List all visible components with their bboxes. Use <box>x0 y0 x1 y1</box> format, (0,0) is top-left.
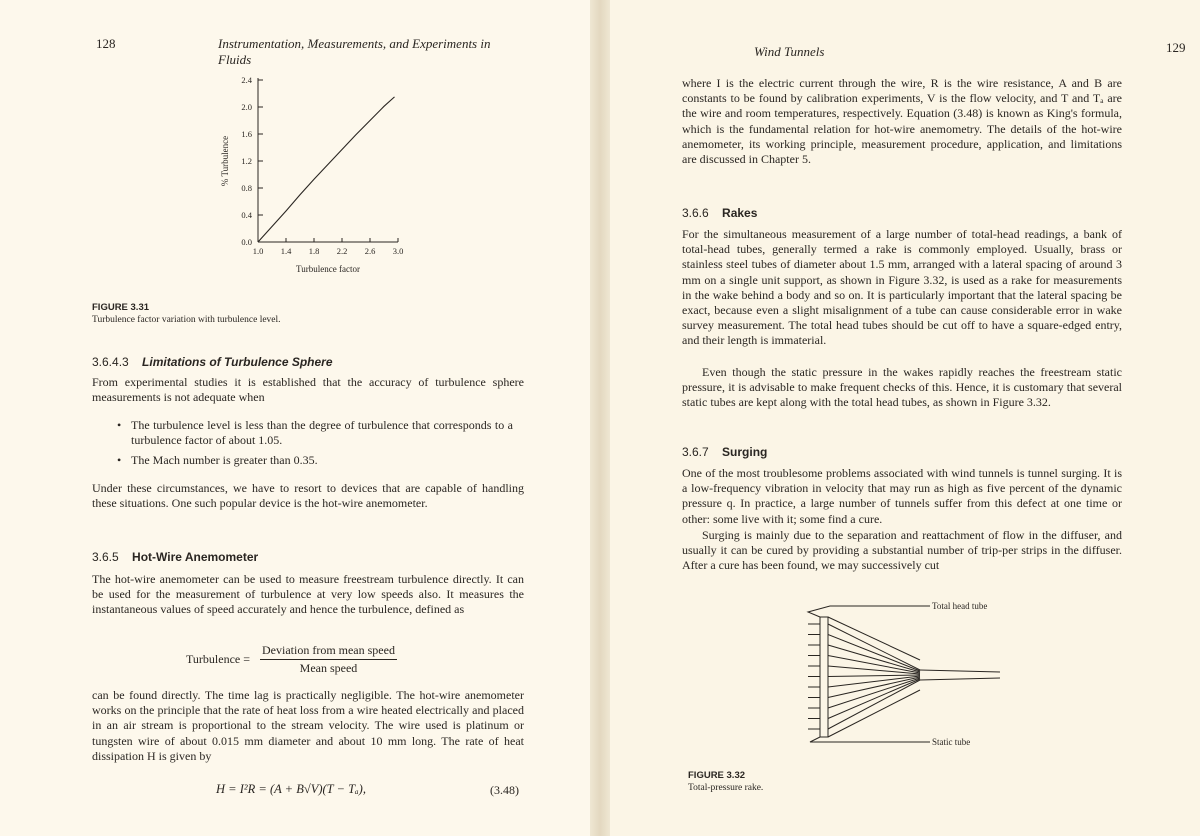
rake-frame-top <box>828 617 920 660</box>
bullet-list <box>115 418 513 474</box>
left-page <box>0 0 590 836</box>
rake-frame-bottom <box>828 690 920 737</box>
equation-fraction <box>260 643 397 676</box>
x-tick-label: 1.4 <box>280 246 292 256</box>
figure-3-32-caption <box>688 770 988 794</box>
section-title: Limitations of Turbulence Sphere <box>142 355 333 369</box>
x-tick-label: 1.0 <box>252 246 264 256</box>
paragraph: Under these circumstances, we have to resort to devices that are capable of handling these situations. One such popular device is the hot-wire anemometer. <box>92 481 524 511</box>
equation-lhs: Turbulence = <box>186 652 250 666</box>
bullet-item: • The Mach number is greater than 0.35. <box>115 453 513 468</box>
rake-stem-bottom <box>920 678 1000 680</box>
figure-caption-text: Turbulence factor variation with turbulence level. <box>92 315 281 325</box>
paragraph: One of the most troublesome problems associated with wind tunnels is tunnel surging. It is a low-frequency vibration in velocity that may run as high as five percent of the dynamic pressure q. In practice, a large number of tunnels suffer from this defect at one time or other: some live with it; some find a cure. <box>682 466 1122 526</box>
paragraph: For the simultaneous measurement of a large number of total-head readings, a bank of total-head tubes, generally termed a rake is commonly employed. Usually, brass or stainless steel tubes of diameter about 1.5 mm, arranged with a lateral spacing of around 3 mm on a single unit support, as shown in Figure 3.32, is used as a rake for measurements in the wake behind a body and so on. It is particularly important that the lateral spacing be exact, because even a slight misalignment of a tube can cause considerable error in wake survey measurement. The total head tubes should be cut off to have a square-edged entry, and their length is immaterial. <box>682 227 1122 348</box>
rake-tube <box>828 678 920 708</box>
rake-stem-top <box>920 670 1000 672</box>
rake-tube <box>828 675 920 677</box>
figure-caption-text: Total-pressure rake. <box>688 783 764 793</box>
y-tick-label: 0.4 <box>241 210 252 220</box>
x-tick-label: 2.2 <box>336 246 348 256</box>
bullet-item: • The turbulence level is less than the degree of turbulence that corresponds to a turbulence factor of about 1.05. <box>115 418 513 448</box>
y-tick-label: 1.2 <box>241 156 252 166</box>
paragraph: can be found directly. The time lag is practically negligible. The hot-wire anemometer works on the principle that the rate of heat loss from a wire heated electrically and placed in an air stream is proportional to the stream velocity. The wire used is platinum or tungsten wire of about 0.015 mm diameter and about 10 mm long. The rate of heat dissipation H is given by <box>92 688 524 763</box>
y-axis-label: % Turbulence <box>220 135 230 187</box>
paragraph: where I is the electric current through the wire, R is the wire resistance, A and B are constants to be found by calibration experiments, V is the flow velocity, and T and Tₐ are the wire and room temperatures, respectively. Equation (3.48) is known as King's formula, which is the fundamental relation for hot-wire anemometry. The details of the hot-wire anemometer, its working principle, measurement procedure, application, and limitations are discussed in Chapter 5. <box>682 76 1122 167</box>
x-tick-label: 3.0 <box>392 246 404 256</box>
x-tick-label: 1.8 <box>308 246 320 256</box>
kings-equation: H = I²R = (A + B√V)(T − Tₐ), <box>216 782 366 796</box>
y-tick-label: 0.0 <box>241 237 252 247</box>
x-axis-label: Turbulence factor <box>296 264 360 274</box>
section-number: 3.6.6 <box>682 206 709 220</box>
turbulence-chart <box>120 70 420 290</box>
x-tick-label: 2.6 <box>364 246 376 256</box>
rake-tube <box>828 624 920 670</box>
y-tick-label: 0.8 <box>241 183 252 193</box>
section-heading-3-6-4-3 <box>92 355 333 369</box>
running-head-right: Wind Tunnels <box>754 44 825 59</box>
static-tube-label: Static tube <box>932 737 971 747</box>
series-line <box>258 97 395 242</box>
section-title: Rakes <box>722 206 758 220</box>
total-head-leader <box>808 606 930 617</box>
rake-tube <box>828 635 920 672</box>
page-number-left: 128 <box>96 36 116 51</box>
figure-label: FIGURE 3.31 <box>92 302 150 313</box>
section-heading-3-6-7 <box>682 445 767 459</box>
running-head-left: Instrumentation, Measurements, and Experiments in Fluids <box>218 36 491 67</box>
book-gutter <box>590 0 610 836</box>
paragraph: Surging is mainly due to the separation and reattachment of flow in the diffuser, and usually it can be cured by providing a substantial number of trip-per strips in the diffuser. After a cure has been found, we may successively cut <box>682 528 1122 573</box>
equation-number: (3.48) <box>490 783 519 797</box>
section-heading-3-6-5 <box>92 550 258 564</box>
right-page <box>610 0 1200 836</box>
figure-3-31-caption <box>92 302 472 326</box>
y-tick-label: 1.6 <box>241 129 252 139</box>
equation-denominator: Mean speed <box>299 661 358 675</box>
paragraph: From experimental studies it is established that the accuracy of turbulence sphere measurements is not adequate when <box>92 375 524 405</box>
section-title: Surging <box>722 445 768 459</box>
section-heading-3-6-6 <box>682 206 757 220</box>
section-number: 3.6.4.3 <box>92 355 129 369</box>
section-number: 3.6.5 <box>92 550 119 564</box>
figure-label: FIGURE 3.32 <box>688 770 746 781</box>
static-tube-leader <box>810 737 930 742</box>
equation-numerator: Deviation from mean speed <box>260 643 397 660</box>
total-head-label: Total head tube <box>932 601 988 611</box>
rake-diagram <box>780 590 1120 760</box>
section-title: Hot-Wire Anemometer <box>132 550 259 564</box>
page-number-right: 129 <box>1166 40 1186 55</box>
paragraph: The hot-wire anemometer can be used to measure freestream turbulence directly. It can be used for the measurement of turbulence at very low speeds also. It measures the instantaneous values of speed accurately and hence the turbulence, defined as <box>92 572 524 617</box>
y-tick-label: 2.4 <box>241 75 252 85</box>
rake-support <box>820 617 828 737</box>
y-tick-label: 2.0 <box>241 102 252 112</box>
paragraph: Even though the static pressure in the wakes rapidly reaches the freestream static pressure, it is advisable to make frequent checks of this. Hence, it is customary that several static tubes are kept along with the total head tubes, as shown in Figure 3.32. <box>682 365 1122 410</box>
section-number: 3.6.7 <box>682 445 709 459</box>
